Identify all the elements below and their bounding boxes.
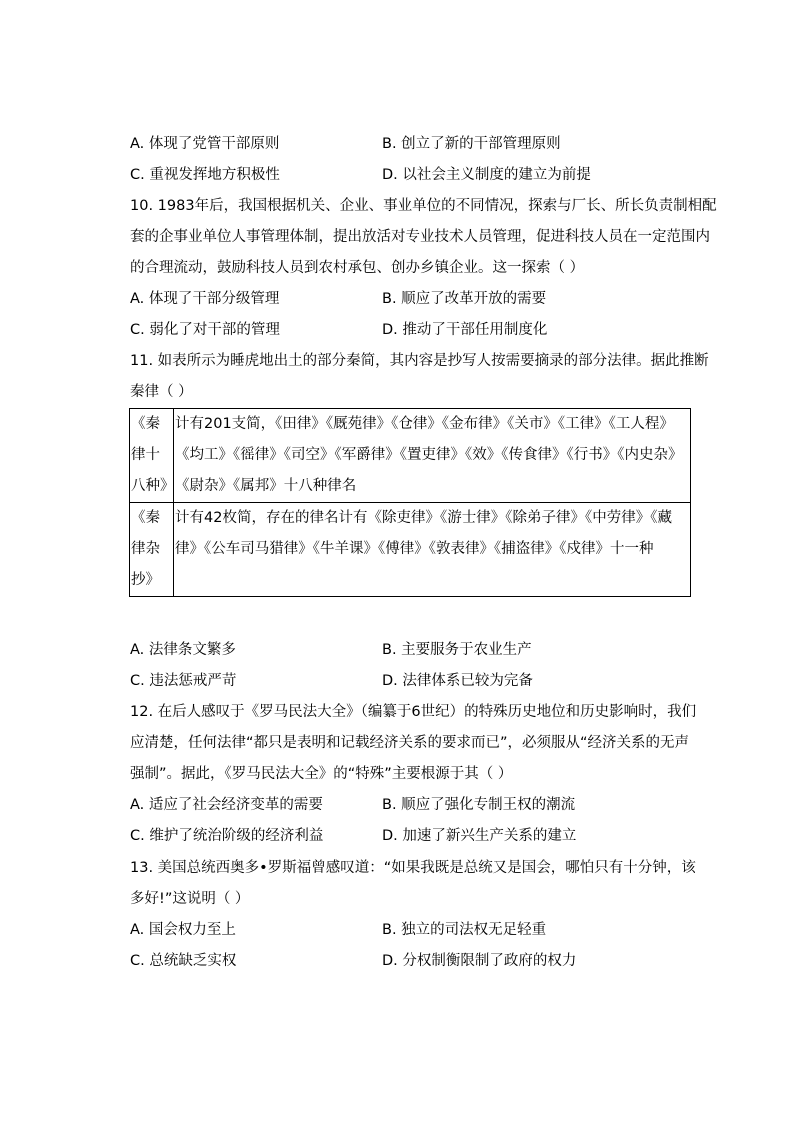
q10-stem-line-3: 的合理流动，鼓励科技人员到农村承包、创办乡镇企业。这一探索（ ） [130,260,585,276]
q12-option-b: B. 顺应了强化专制王权的潮流 [382,797,576,813]
q10-option-c: C. 弱化了对干部的管理 [130,322,280,338]
q9-option-a: A. 体现了党管干部原则 [130,136,280,152]
q12-stem-line-2: 应清楚，任何法律“都只是表明和记载经济关系的要求而已”，必须服从“经济关系的无声 [130,735,690,751]
q12-stem-line-3: 强制”。据此，《罗马民法大全》的“特殊”主要根源于其（ ） [130,766,513,782]
q13-option-d: D. 分权制衡限制了政府的权力 [382,953,577,969]
q11-stem-line-1: 11. 如表所示为睡虎地出土的部分秦简，其内容是抄写人按需要摘录的部分法律。据此推断 [130,353,709,369]
q13-stem-line-2: 多好!”这说明（ ） [130,891,250,907]
q11-option-a: A. 法律条文繁多 [130,642,236,658]
table-row [130,503,691,597]
qin-law-table [129,408,691,597]
q11-option-b: B. 主要服务于农业生产 [382,642,532,658]
law-content-cell: 计有201支简，《田律》《厩苑律》《仓律》《金布律》《关市》《工律》《工人程》《均工》《徭律》《司空》《军爵律》《置吏律》《效》《传食律》《行书》《内史杂》《尉杂》《属邦》十八种律名 [174,409,691,503]
q10-stem-line-2: 套的企事业单位人事管理体制，提出放活对专业技术人员管理，促进科技人员在一定范围内 [130,229,710,245]
law-name-cell: 《秦律十八种》 [130,409,174,503]
q10-option-d: D. 推动了干部任用制度化 [382,322,548,338]
q13-option-a: A. 国会权力至上 [130,922,236,938]
q9-option-d: D. 以社会主义制度的建立为前提 [382,167,591,183]
q12-option-c: C. 维护了统治阶级的经济利益 [130,828,324,844]
q9-option-c: C. 重视发挥地方积极性 [130,167,280,183]
q13-option-b: B. 独立的司法权无足轻重 [382,922,547,938]
q9-option-b: B. 创立了新的干部管理原则 [382,136,561,152]
q11-option-d: D. 法律体系已较为完备 [382,673,533,689]
law-name-cell: 《秦律杂抄》 [130,503,174,597]
q12-stem-line-1: 12. 在后人感叹于《罗马民法大全》（编纂于6世纪）的特殊历史地位和历史影响时，我们 [130,704,697,720]
q12-option-d: D. 加速了新兴生产关系的建立 [382,828,577,844]
table-row [130,409,691,503]
q10-stem-line-1: 10. 1983年后，我国根据机关、企业、事业单位的不同情况，探索与厂长、所长负责制相配 [130,198,717,214]
q11-option-c: C. 违法惩戒严苛 [130,673,237,689]
q12-option-a: A. 适应了社会经济变革的需要 [130,797,323,813]
q13-option-c: C. 总统缺乏实权 [130,953,237,969]
q10-option-a: A. 体现了干部分级管理 [130,291,280,307]
q11-stem-line-2: 秦律（ ） [130,384,193,400]
law-content-cell: 计有42枚简，存在的律名计有《除吏律》《游士律》《除弟子律》《中劳律》《藏律》《公车司马猎律》《牛羊课》《傅律》《敦表律》《捕盗律》《戍律》十一种 [174,503,691,597]
q13-stem-line-1: 13. 美国总统西奥多•罗斯福曾感叹道：“如果我既是总统又是国会，哪怕只有十分钟，该 [130,860,696,876]
q10-option-b: B. 顺应了改革开放的需要 [382,291,547,307]
